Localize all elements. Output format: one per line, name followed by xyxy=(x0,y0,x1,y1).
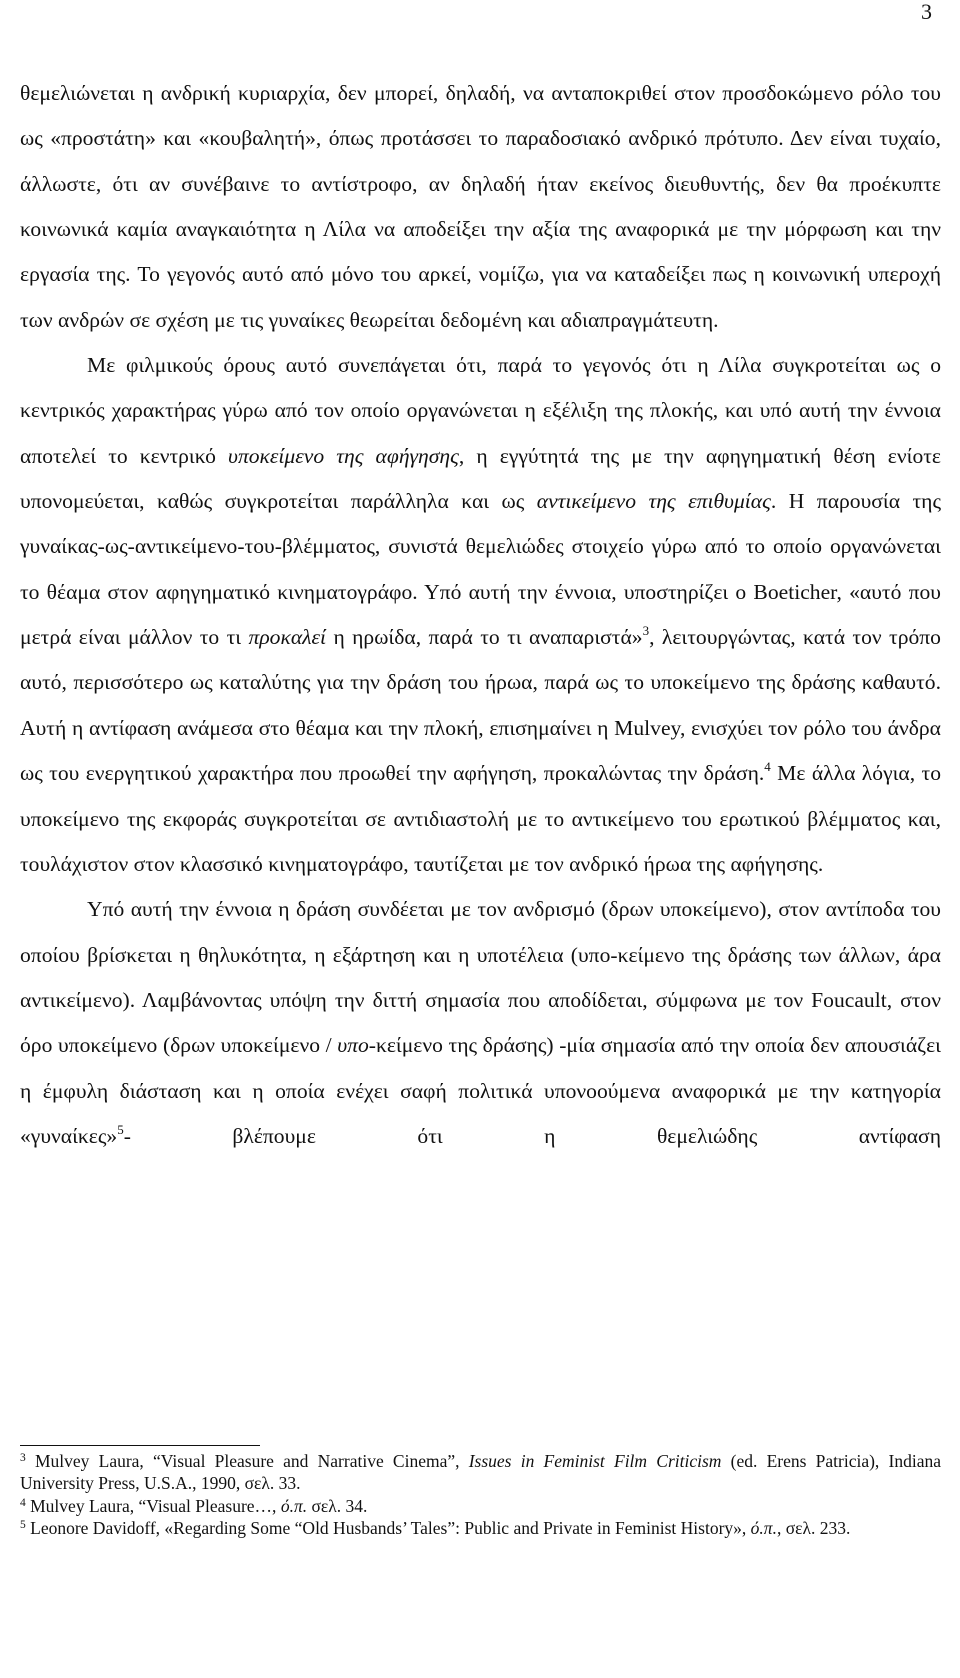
footnote-separator xyxy=(20,1445,260,1446)
paragraph-3-text-3: - βλέπουμε ότι η θεμελιώδης αντίφαση xyxy=(123,1123,941,1148)
paragraph-1-text: θεμελιώνεται η ανδρική κυριαρχία, δεν μπορεί, δηλαδή, να ανταποκριθεί στον προσδοκώμενο ρόλο του ως «προστάτη» και «κουβαλητή», όπως προτάσσει το παραδοσιακό ανδρικό πρότυπο. Δεν είναι τυχαίο, άλλωστε, ότι αν συνέβαινε το αντίστροφο, αν δηλαδή ήταν εκείνος διευθυντής, δεν θα προέκυπτε κοινωνικά καμία αναγκαιότητα η Λίλα να αποδείξει την αξία της αναφορικά με την μόρφωση και την εργασία της. Το γεγονός αυτό από μόνο του αρκεί, νομίζω, για να καταδείξει πως η κοινωνική υπεροχή των ανδρών σε σχέση με τις γυναίκες θεωρείται δεδομένη και αδιαπραγμάτευτη. xyxy=(20,81,941,332)
footnote-text: (ed. Erens Patricia), Indiana University Press, U.S.A., 1990, σελ. 33. xyxy=(20,1451,941,1494)
footnote-italic: ό.π. xyxy=(280,1495,308,1516)
footnote-text: , σελ. 233. xyxy=(776,1518,851,1539)
footnote-italic: ό.π. xyxy=(750,1518,777,1539)
paragraph-3-text-2: -κείμενο της δράσης) -μία σημασία από την οποία δεν απουσιάζει η έμφυλη διάσταση και η οποία ενέχει σαφή πολιτικά υπονοούμενα αναφορικά με την κατηγορία «γυναίκες» xyxy=(20,1033,941,1148)
footnote-text: Leonore Davidoff, «Regarding Some “Old Husbands’ Tales”: Public and Private in Feminist History», xyxy=(25,1518,751,1539)
paragraph-1 xyxy=(20,71,941,343)
footnote-number: 3 xyxy=(20,1452,26,1464)
paragraph-2-text-4: η ηρωίδα, παρά το τι αναπαριστά» xyxy=(326,625,643,650)
footnote-text: σελ. 34. xyxy=(307,1495,368,1516)
footnotes xyxy=(20,1450,941,1540)
footnote-number: 4 xyxy=(20,1496,26,1509)
paragraph-2-italic-1: υποκείμενο της αφήγησης xyxy=(228,443,459,468)
page-number: 3 xyxy=(921,0,932,24)
paragraph-2 xyxy=(20,343,941,887)
footnote-5 xyxy=(20,1517,941,1539)
footnote-4 xyxy=(20,1495,941,1517)
footnote-number: 5 xyxy=(20,1519,26,1532)
footnote-text: Mulvey Laura, “Visual Pleasure and Narrative Cinema”, xyxy=(25,1451,469,1471)
footnote-ref-3[interactable]: 3 xyxy=(642,623,650,639)
paragraph-3-text-1: Υπό αυτή την έννοια η δράση συνδέεται με τον ανδρισμό (δρων υποκείμενο), στον αντίποδα του οποίου βρίσκεται η θηλυκότητα, η εξάρτηση και η υποτέλεια (υπο-κείμενο της δράσης των άλλων, άρα αντικείμενο). Λαμβάνοντας υπόψη την διττή σημασία που αποδίδεται, σύμφωνα με τον Foucault, στον όρο υποκείμενο (δρων υποκείμενο / xyxy=(20,897,941,1058)
paragraph-2-text-5: , λειτουργώντας, κατά τον τρόπο αυτό, περισσότερο ως καταλύτης για την δράση του ήρωα, παρά ως το υποκείμενο της δράσης καθαυτό. Αυτή η αντίφαση ανάμεσα στο θέαμα και την πλοκή, επισημαίνει η Mulvey, ενισχύει τον ρόλο του άνδρα ως του ενεργητικού χαρακτήρα που προωθεί την αφήγηση, προκαλώντας την δράση. xyxy=(20,625,941,786)
paragraph-3-italic-1: υπο xyxy=(337,1033,369,1058)
body-text xyxy=(20,71,941,1159)
paragraph-2-italic-3: προκαλεί xyxy=(248,625,327,650)
paragraph-2-text-1: Με φιλμικούς όρους αυτό συνεπάγεται ότι, παρά το γεγονός ότι η Λίλα συγκροτείται ως ο κεντρικός χαρακτήρας γύρω από τον οποίο οργανώνεται η εξέλιξη της πλοκής, και υπό αυτή την έννοια αποτελεί το κεντρικό xyxy=(20,353,941,468)
footnote-3 xyxy=(20,1450,941,1495)
paragraph-2-italic-2: αντικείμενο της επιθυμίας xyxy=(536,489,771,514)
paragraph-2-text-3: . Η παρουσία της γυναίκας-ως-αντικείμενο-του-βλέμματος, συνιστά θεμελιώδες στοιχείο γύρω από το οποίο οργανώνεται το θέαμα στον αφηγηματικό κινηματογράφο. Υπό αυτή την έννοια, υποστηρίζει ο Boeticher, «αυτό που μετρά είναι μάλλον το τι xyxy=(20,489,942,650)
footnote-ref-4[interactable]: 4 xyxy=(764,759,771,775)
paragraph-2-text-6: Με άλλα λόγια, το υποκείμενο της εκφοράς συγκροτείται σε αντιδιαστολή με το αντικείμενο του ερωτικού βλέμματος και, τουλάχιστον στον κλασσικό κινηματογράφο, ταυτίζεται με τον ανδρικό ήρωα της αφήγησης. xyxy=(20,761,941,876)
footnote-italic: Issues in Feminist Film Criticism xyxy=(468,1451,722,1471)
paragraph-3 xyxy=(20,887,941,1159)
paragraph-2-text-2: , η εγγύτητά της με την αφηγηματική θέση ενίοτε υπονομεύεται, καθώς συγκροτείται παράλληλα και ως xyxy=(20,443,941,514)
footnote-ref-5[interactable]: 5 xyxy=(117,1121,124,1137)
footnote-text: Mulvey Laura, “Visual Pleasure…, xyxy=(25,1495,281,1516)
